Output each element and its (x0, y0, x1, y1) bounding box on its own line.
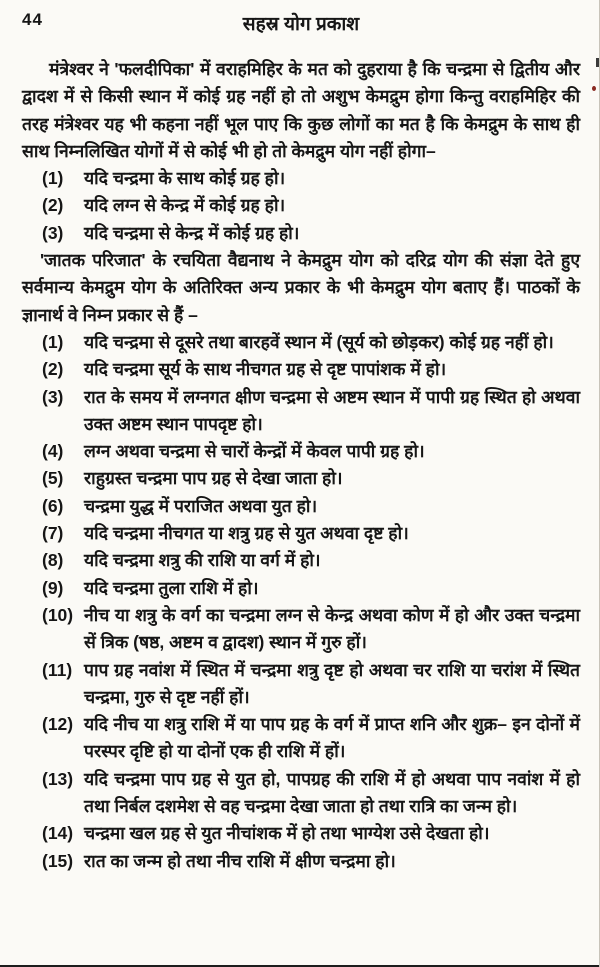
paragraph-jataka-parijata: 'जातक परिजात' के रचयिता वैद्यनाथ ने केमद्रुम योग को दरिद्र योग की संज्ञा देते हुए सर्वमान्य केमद्रुम योग के अतिरिक्त अन्य प्रकार के भी केमद्रुम योग बताए हैं। पाठकों के ज्ञानार्थ वे निम्न प्रकार से हैं – (22, 250, 580, 325)
list-item-text: चन्द्रमा खल ग्रह से युत नीचांशक में हो तथा भाग्येश उसे देखता हो। (84, 823, 490, 844)
list-item-number: (4) (42, 441, 64, 462)
list-item-number: (1) (42, 168, 64, 189)
book-title: सहस्र योग प्रकाश (242, 14, 360, 35)
list-item-text: रात के समय में लग्नगत क्षीण चन्द्रमा से अष्टम स्थान में पापी ग्रह स्थित हो अथवा उक्त अष्टम स्थान पापदृष्ट हो। (84, 386, 580, 434)
list-item-number: (3) (42, 386, 64, 407)
list-item (22, 820, 580, 847)
list-item-text: यदि नीच या शत्रु राशि में या पाप ग्रह के वर्ग में प्राप्त शनि और शुक्र– इन दोनों में परस्पर दृष्टि हो या दोनों एक ही राशि में हों। (84, 714, 580, 762)
list-item (22, 493, 580, 520)
list-item (22, 438, 580, 465)
list-item-text: यदि चन्द्रमा के साथ कोई ग्रह हो। (84, 168, 286, 189)
list-item-number: (5) (42, 468, 64, 489)
list-item (22, 575, 580, 602)
list-item (22, 165, 580, 192)
kemadruma-cancellation-list (22, 165, 580, 247)
list-item-text: यदि चन्द्रमा पाप ग्रह से युत हो, पापग्रह की राशि में हो अथवा पाप नवांश में हो तथा निर्बल दशमेश से वह चन्द्रमा देखा जाता हो तथा रात्रि का जन्म हो। (84, 768, 580, 817)
list-item-number: (12) (42, 714, 74, 735)
list-item (22, 220, 580, 247)
paragraph-mantresvara-intro: मंत्रेश्वर ने 'फलदीपिका' में वराहमिहिर के मत को दुहराया है कि चन्द्रमा से द्वितीय और द्वादश में से किसी स्थान में कोई ग्रह नहीं हो तो अशुभ केमद्रुम होगा किन्तु वराहमिहिर की तरह मंत्रेश्वर यह भी कहना नहीं भूल पाए कि कुछ लोगों का मत है कि केमद्रुम के साथ ही साथ निम्नलिखित योगों में से कोई भी हो तो केमद्रुम योग नहीं होगा– (22, 59, 580, 161)
scan-artifact-speck (596, 58, 599, 67)
list-item (22, 192, 580, 219)
list-item (22, 329, 580, 356)
list-item (22, 766, 580, 821)
list-item-number: (2) (42, 195, 64, 216)
list-item-text: नीच या शत्रु के वर्ग का चन्द्रमा लग्न से केन्द्र अथवा कोण में हो और उक्त चन्द्रमा सें त्रिक (षष्ठ, अष्टम व द्वादश) स्थान में गुरु हों। (84, 604, 580, 653)
list-item (22, 384, 580, 439)
list-item-text: यदि लग्न से केन्द्र में कोई ग्रह हो। (84, 195, 286, 216)
page-number: 44 (22, 10, 43, 29)
list-item-number: (2) (42, 359, 64, 380)
list-item (22, 602, 580, 657)
list-item-text: चन्द्रमा युद्ध में पराजित अथवा युत हो। (84, 495, 318, 516)
list-item-number: (3) (42, 222, 64, 243)
list-item-text: यदि चन्द्रमा तुला राशि में हो। (84, 577, 259, 598)
list-item-number: (13) (42, 768, 74, 789)
list-item-text: यदि चन्द्रमा से केन्द्र में कोई ग्रह हो। (84, 222, 300, 243)
list-item-number: (1) (42, 331, 64, 352)
list-item-number: (6) (42, 495, 64, 516)
list-item-text: लग्न अथवा चन्द्रमा से चारों केन्द्रों में केवल पापी ग्रह हो। (84, 441, 425, 462)
list-item (22, 848, 580, 875)
list-item-number: (11) (42, 659, 73, 680)
list-item-text: यदि चन्द्रमा सूर्य के साथ नीचगत ग्रह से दृष्ट पापांशक में हो। (84, 359, 447, 380)
list-item-text: यदि चन्द्रमा नीचगत या शत्रु ग्रह से युत अथवा दृष्ट हो। (84, 523, 409, 544)
page-header (22, 10, 580, 36)
list-item-text: यदि चन्द्रमा शत्रु की राशि या वर्ग में हो। (84, 550, 321, 571)
list-item (22, 520, 580, 547)
list-item-text: राहुग्रस्त चन्द्रमा पाप ग्रह से देखा जाता हो। (84, 468, 343, 489)
list-item-number: (15) (42, 850, 74, 871)
scan-artifact-speck (592, 86, 596, 91)
list-item (22, 657, 580, 712)
list-item-number: (9) (42, 577, 64, 598)
list-item-text: रात का जन्म हो तथा नीच राशि में क्षीण चन्द्रमा हो। (84, 850, 396, 871)
list-item-text: यदि चन्द्रमा से दूसरे तथा बारहवें स्थान में (सूर्य को छोड़कर) कोई ग्रह नहीं हो। (84, 331, 554, 352)
list-item-number: (10) (42, 604, 74, 625)
list-item (22, 356, 580, 383)
list-item (22, 465, 580, 492)
list-item-number: (7) (42, 523, 64, 544)
list-item (22, 547, 580, 574)
list-item (22, 711, 580, 766)
list-item-text: पाप ग्रह नवांश में स्थित में चन्द्रमा शत्रु दृष्ट हो अथवा चर राशि या चरांश में स्थित चन्द्रमा, गुरु से दृष्ट नहीं हों। (84, 659, 580, 707)
list-item-number: (14) (42, 823, 74, 844)
list-item-number: (8) (42, 550, 64, 571)
kemadruma-types-list (22, 329, 580, 875)
